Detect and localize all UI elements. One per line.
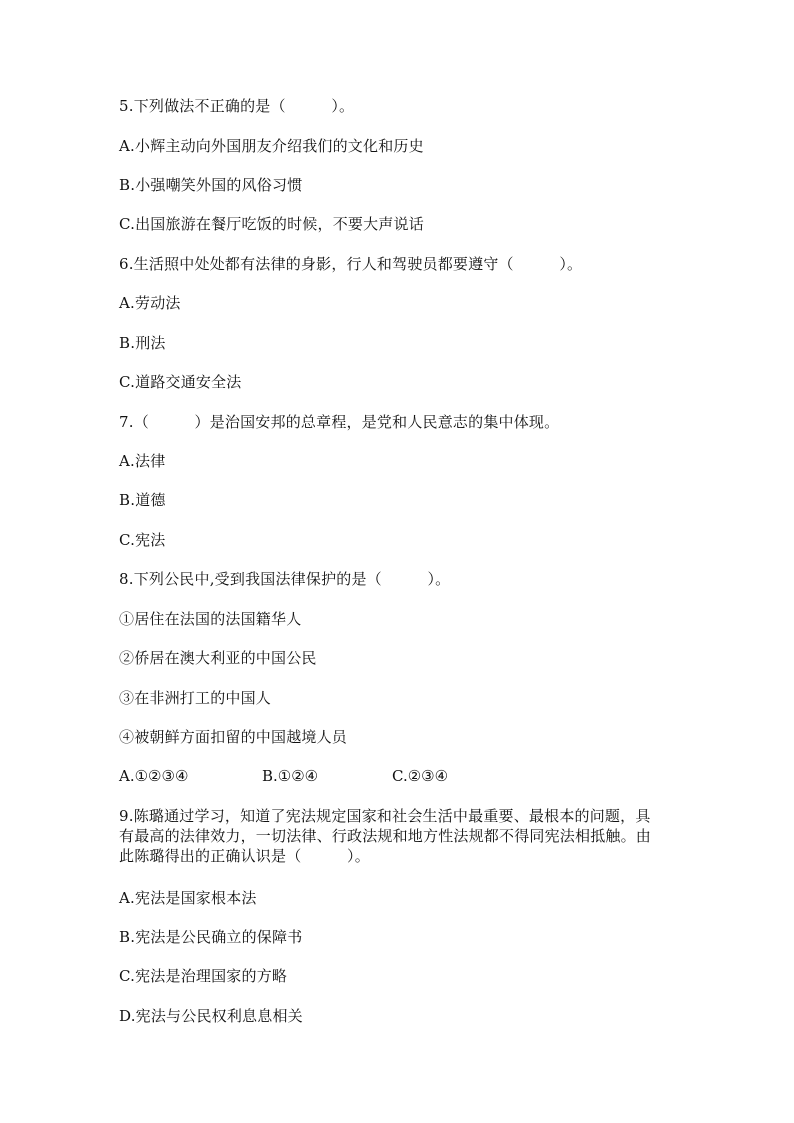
question-7-option-c: C.宪法: [119, 531, 166, 549]
question-9-option-a: A.宪法是国家根本法: [119, 889, 257, 907]
question-9-option-b: B.宪法是公民确立的保障书: [119, 928, 303, 946]
question-7-option-a: A.法律: [119, 452, 166, 470]
question-7-option-b: B.道德: [119, 491, 166, 509]
question-6-stem: 6.生活照中处处都有法律的身影，行人和驾驶员都要遵守（ ）。: [119, 255, 583, 273]
question-8-option-c: C.②③④: [392, 767, 449, 785]
question-9-stem: 9.陈璐通过学习，知道了宪法规定国家和社会生活中最重要、最根本的问题，具有最高的法律效力，一切法律、行政法规和地方性法规都不得同宪法相抵触。由此陈璐得出的正确认识是（ ）。: [119, 807, 652, 865]
question-7-stem: 7.（ ）是治国安邦的总章程，是党和人民意志的集中体现。: [119, 413, 560, 431]
question-8-item-2: ②侨居在澳大利亚的中国公民: [119, 649, 317, 667]
question-5-stem: 5.下列做法不正确的是（ ）。: [119, 97, 355, 115]
question-8-item-4: ④被朝鲜方面扣留的中国越境人员: [119, 728, 348, 746]
question-9-option-c: C.宪法是治理国家的方略: [119, 967, 288, 985]
question-5-option-b: B.小强嘲笑外国的风俗习惯: [119, 176, 303, 194]
question-8-item-3: ③在非洲打工的中国人: [119, 689, 272, 707]
question-5-option-c: C.出国旅游在餐厅吃饭的时候，不要大声说话: [119, 215, 424, 233]
question-6-option-a: A.劳动法: [119, 294, 181, 312]
question-5-option-a: A.小辉主动向外国朋友介绍我们的文化和历史: [119, 137, 424, 155]
question-8-item-1: ①居住在法国的法国籍华人: [119, 610, 302, 628]
question-6-option-b: B.刑法: [119, 334, 166, 352]
question-8-option-b: B.①②④: [262, 767, 319, 785]
question-6-option-c: C.道路交通安全法: [119, 373, 242, 391]
question-9-option-d: D.宪法与公民权利息息相关: [119, 1007, 303, 1025]
question-8-stem: 8.下列公民中,受到我国法律保护的是（ ）。: [119, 570, 451, 588]
question-8-option-a: A.①②③④: [119, 767, 189, 785]
